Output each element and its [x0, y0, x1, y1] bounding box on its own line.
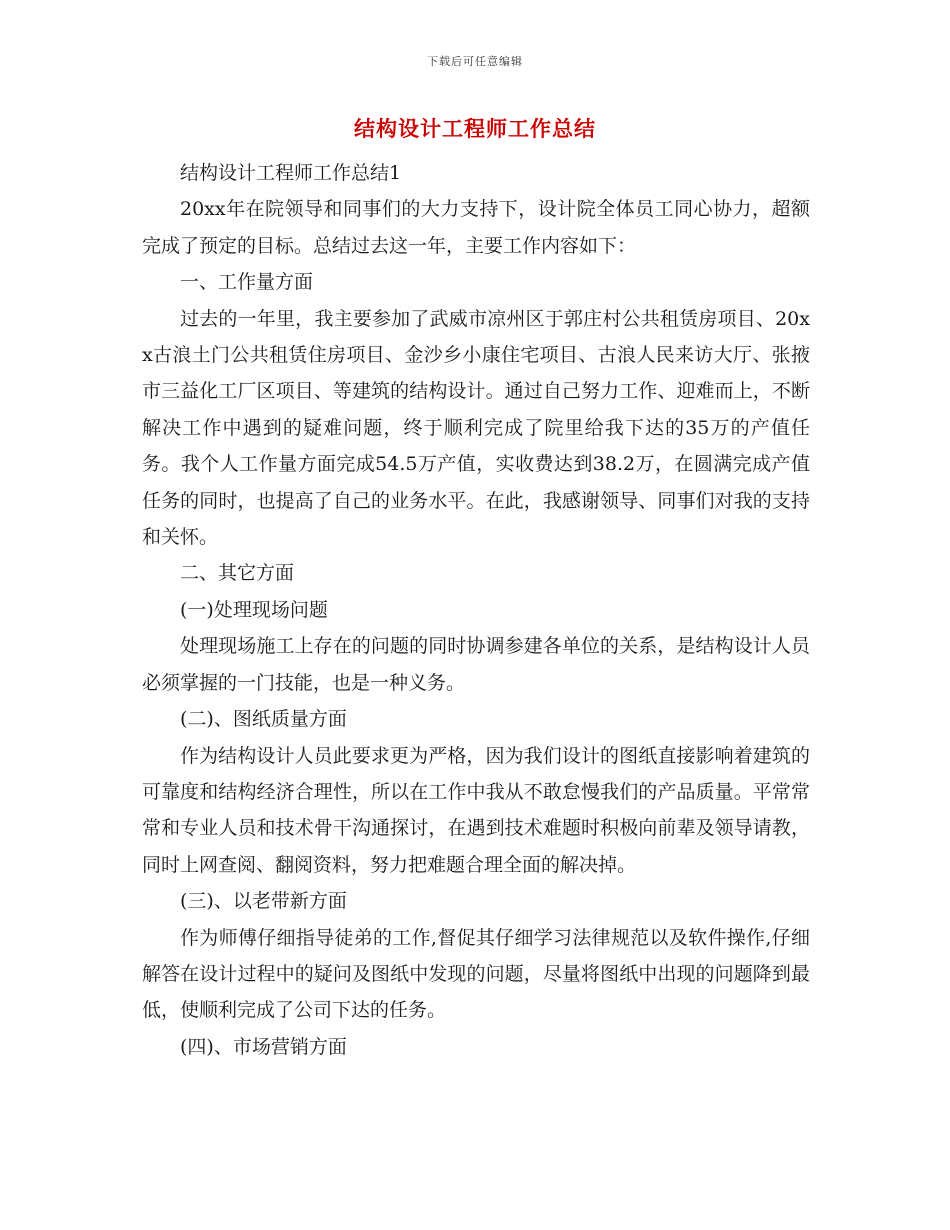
- paragraph: 过去的一年里，我主要参加了武威市凉州区于郭庄村公共租赁房项目、20xx古浪土门公共租赁住房项目、金沙乡小康住宅项目、古浪人民来访大厅、张掖市三益化工厂区项目、等建筑的结构设计。通过自己努力工作、迎难而上，不断解决工作中遇到的疑难问题，终于顺利完成了院里给我下达的35万的产值任务。我个人工作量方面完成54.5万产值，实收费达到38.2万，在圆满完成产值任务的同时，也提高了自己的业务水平。在此，我感谢领导、同事们对我的支持和关怀。: [142, 307, 810, 549]
- paragraph: 作为结构设计人员此要求更为严格，因为我们设计的图纸直接影响着建筑的可靠度和结构经济合理性，所以在工作中我从不敢怠慢我们的产品质量。平常常常和专业人员和技术骨干沟通探讨，在遇到技术难题时积极向前辈及领导请教，同时上网查阅、翻阅资料，努力把难题合理全面的解决掉。: [142, 744, 810, 876]
- paragraph: 20xx年在院领导和同事们的大力支持下，设计院全体员工同心协力，超额完成了预定的目标。总结过去这一年，主要工作内容如下：: [142, 198, 810, 257]
- subsection-heading: (二)、图纸质量方面: [180, 708, 347, 731]
- section-heading: 结构设计工程师工作总结1: [180, 162, 402, 184]
- subsection-heading: (四)、市场营销方面: [180, 1035, 347, 1058]
- document-body: [142, 155, 810, 1065]
- paragraph: 作为师傅仔细指导徒弟的工作,督促其仔细学习法律规范以及软件操作,仔细解答在设计过程中的疑问及图纸中发现的问题，尽量将图纸中出现的问题降到最低，使顺利完成了公司下达的任务。: [142, 926, 810, 1022]
- subsection-heading: 一、工作量方面: [180, 271, 314, 294]
- document-title: 结构设计工程师工作总结: [354, 116, 596, 141]
- paragraph: 处理现场施工上存在的问题的同时协调参建各单位的关系，是结构设计人员必须掌握的一门技能，也是一种义务。: [142, 635, 810, 694]
- subsection-heading: (一)处理现场问题: [180, 598, 328, 621]
- subsection-heading: (三)、以老带新方面: [180, 890, 347, 913]
- subsection-heading: 二、其它方面: [180, 562, 295, 585]
- header-note: 下载后可任意编辑: [427, 55, 523, 68]
